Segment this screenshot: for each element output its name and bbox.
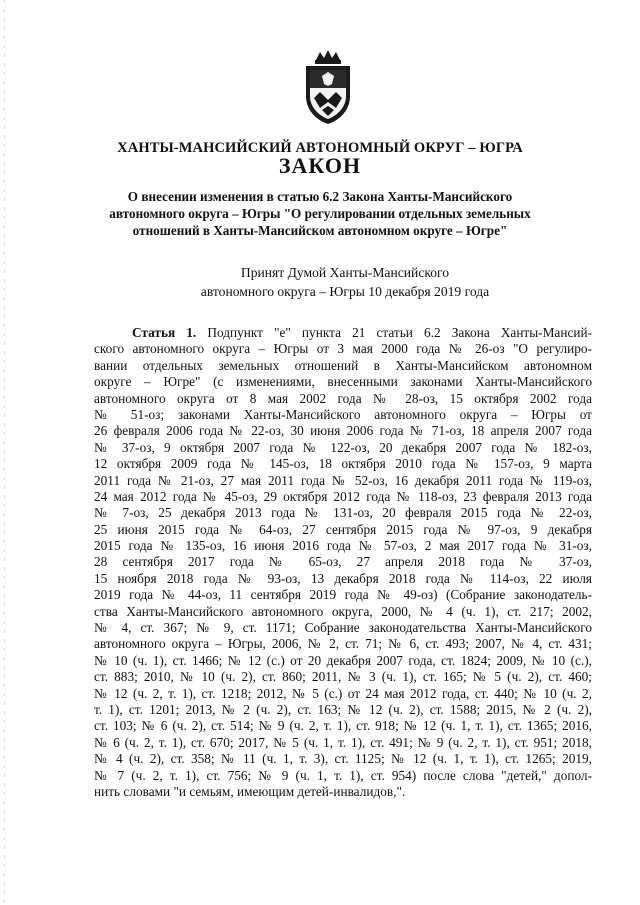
- coat-of-arms-emblem: [300, 48, 356, 126]
- article-line: № 6 (ч. 2, т. 1), ст. 670; 2017, № 5 (ч. 1, т. 1), ст. 491; № 9 (ч. 2, т. 1), ст. 951; 2018,: [94, 734, 592, 750]
- article-line: округе – Югре" (с изменениями, внесенными законами Ханты-Мансийского: [94, 374, 592, 390]
- article-line: автономного округа от 8 мая 2002 года № 28-оз, 15 октября 2002 года: [94, 390, 592, 406]
- article-body: [94, 325, 592, 800]
- adoption-line: Принят Думой Ханты-Мансийского: [240, 265, 450, 280]
- region-title: ХАНТЫ-МАНСИЙСКИЙ АВТОНОМНЫЙ ОКРУГ – ЮГРА: [117, 140, 523, 156]
- article-line: 12 октября 2009 года № 145-оз, 18 октября 2010 года № 157-оз, 9 марта: [94, 456, 592, 472]
- article-line: ства Ханты-Мансийского автономного округа, 2000, № 4 (ч. 1), ст. 217; 2002,: [94, 603, 592, 619]
- article-line: № 10 (ч. 1), ст. 1466; № 12 (с.) от 20 декабря 2007 года, ст. 1824; 2009, № 10 (с.),: [94, 652, 592, 668]
- subtitle-line: О внесении изменения в статью 6.2 Закона Ханты-Мансийского: [127, 189, 513, 204]
- article-line: 25 июня 2015 года № 64-оз, 27 сентября 2015 года № 97-оз, 9 декабря: [94, 521, 592, 537]
- law-subtitle: [70, 188, 570, 239]
- adoption-line: автономного округа – Югры 10 декабря 2019 года: [200, 283, 490, 299]
- adoption-note: [110, 264, 580, 301]
- article-line: 2011 года № 21-оз, 27 мая 2011 года № 52-оз, 16 декабря 2011 года № 119-оз,: [94, 472, 592, 488]
- article-line: 26 февраля 2006 года № 22-оз, 30 июня 2006 года № 71-оз, 18 апреля 2007 года: [94, 423, 592, 439]
- article-line: 2015 года № 135-оз, 16 июня 2016 года № 57-оз, 2 мая 2017 года № 31-оз,: [94, 538, 592, 554]
- article-line: автономного округа – Югры, 2006, № 2, ст. 71; № 6, ст. 493; 2007, № 4, ст. 431;: [94, 636, 592, 652]
- law-title: ЗАКОН: [278, 153, 362, 178]
- article-first-line-text: Подпункт "е" пункта 21 статьи 6.2 Закона Ханты-Мансий-: [207, 325, 592, 340]
- article-line: ст. 883; 2010, № 10 (ч. 2), ст. 860; 2011, № 3 (ч. 1), ст. 165; № 5 (ч. 2), ст. 460;: [94, 669, 592, 685]
- scan-edge-artifact: [4, 0, 5, 905]
- article-first-line: [94, 325, 592, 341]
- article-line: 28 сентября 2017 года № 65-оз, 27 апреля 2018 года № 37-оз,: [94, 554, 592, 570]
- article-line: нить словами "и семьям, имеющим детей-инвалидов,".: [94, 783, 406, 799]
- article-line: № 4, ст. 367; № 9, ст. 1171; Собрание законодательства Ханты-Мансийского: [94, 620, 592, 636]
- article-line: вании отдельных земельных отношений в Ханты-Мансийском автономном: [94, 357, 592, 373]
- article-line: 24 мая 2012 года № 45-оз, 29 октября 2012 года № 118-оз, 23 февраля 2013 года: [94, 488, 592, 504]
- article-line: № 51-оз; законами Ханты-Мансийского автономного округа – Югры от: [94, 406, 592, 422]
- article-line: № 12 (ч. 2, т. 1), ст. 1218; 2012, № 5 (с.) от 24 мая 2012 года, ст. 440; № 10 (ч. 2,: [94, 685, 592, 701]
- article-line: т. 1), ст. 1201; 2013, № 2 (ч. 2), ст. 163; № 12 (ч. 2), ст. 1588; 2015, № 2 (ч. 2),: [94, 701, 592, 717]
- article-line: 15 ноября 2018 года № 93-оз, 13 декабря 2018 года № 114-оз, 22 июля: [94, 570, 592, 586]
- article-line: 2019 года № 44-оз, 11 сентября 2019 года № 49-оз) (Собрание законодатель-: [94, 587, 592, 603]
- subtitle-line: отношений в Ханты-Мансийском автономном округе – Югре": [132, 223, 508, 238]
- article-line: № 7 (ч. 2, т. 1), ст. 756; № 9 (ч. 1, т. 1), ст. 954) после слова "детей," допол-: [94, 767, 592, 783]
- article-line: ского автономного округа – Югры от 3 мая 2000 года № 26-оз "О регулиро-: [94, 341, 592, 357]
- article-line: № 4 (ч. 2), ст. 358; № 11 (ч. 1, т. 3), ст. 1125; № 12 (ч. 1, т. 1), ст. 1265; 2019,: [94, 751, 592, 767]
- subtitle-line: автономного округа – Югры "О регулировании отдельных земельных: [109, 206, 531, 221]
- article-line: № 37-оз, 9 октября 2007 года № 122-оз, 20 декабря 2007 года № 182-оз,: [94, 439, 592, 455]
- article-line: ст. 103; № 6 (ч. 2), ст. 514; № 9 (ч. 2, т. 1), ст. 918; № 12 (ч. 1, т. 1), ст. 1365; 2016,: [94, 718, 592, 734]
- article-label: Статья 1.: [132, 325, 197, 340]
- article-line: № 7-оз, 25 декабря 2013 года № 131-оз, 20 февраля 2015 года № 22-оз,: [94, 505, 592, 521]
